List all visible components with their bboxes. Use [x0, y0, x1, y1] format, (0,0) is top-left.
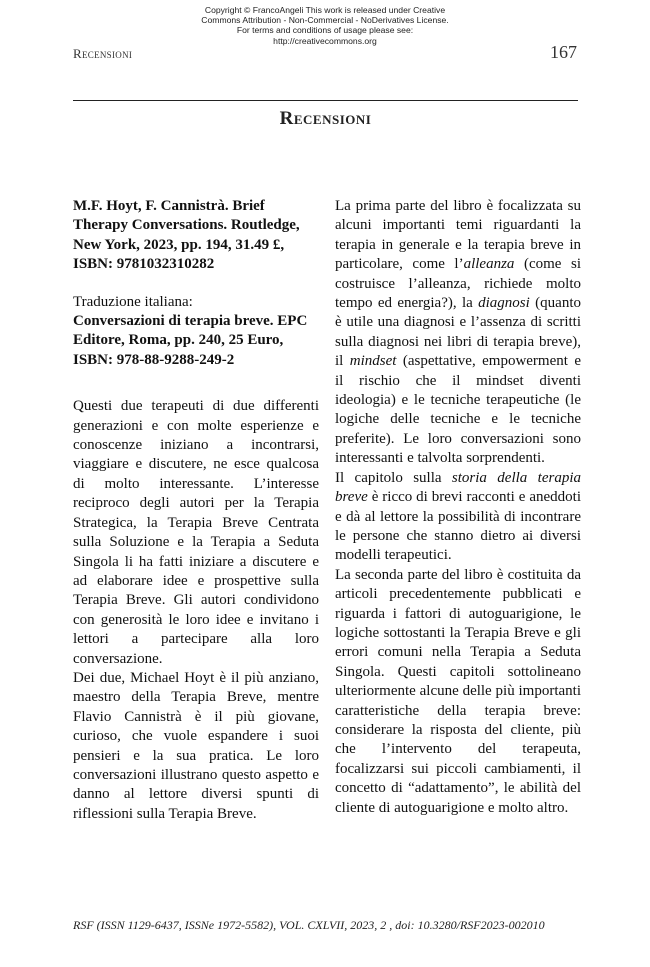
- review-paragraph: [335, 469, 581, 566]
- right-column: [335, 197, 581, 818]
- copyright-notice: [0, 5, 650, 46]
- translation-details: Conversazioni di terapia breve. EPC Editore, Roma, pp. 240, 25 Euro, ISBN: 978-88-9288-249-2: [73, 313, 308, 368]
- left-column: [73, 197, 319, 824]
- copyright-line: Copyright © FrancoAngeli This work is released under Creative: [204, 5, 446, 15]
- copyright-link[interactable]: http://creativecommons.org: [273, 35, 377, 46]
- translation-label: Traduzione italiana:: [73, 293, 193, 310]
- emphasis-alleanza: alleanza: [463, 256, 515, 273]
- text-run: (come si costruisce l’alleanza, richiede molto tempo ed energia?), la: [335, 256, 581, 312]
- emphasis-diagnosi: diagnosi: [478, 295, 530, 312]
- page-number: 167: [550, 42, 577, 62]
- running-head: Recensioni: [73, 46, 133, 61]
- text-run: è ricco di brevi racconti e aneddoti e dà al lettore la possibilità di incontrare le persone che stanno dietro ai diversi modelli terapeutici.: [335, 489, 581, 564]
- emphasis-mindset: mindset: [349, 353, 397, 370]
- header-rule: [73, 100, 578, 101]
- text-run: (quanto è utile una diagnosi e l’assenza di scritti sulla diagnosi nei libri di terapia breve), il: [335, 295, 581, 370]
- text-run: La prima parte del libro è focalizzata su alcuni importanti temi riguardanti la terapia in generale e la terapia breve in particolare, come l’: [335, 198, 581, 273]
- text-run: Il capitolo sulla: [335, 469, 452, 486]
- copyright-line: Commons Attribution - Non-Commercial - NoDerivatives License.: [201, 15, 449, 26]
- review-paragraph: La seconda parte del libro è costituita da articoli precedentemente pubblicati e riguarda i fattori di autoguarigione, le logiche sottostanti la Terapia Breve e gli errori comuni nella Terapia a Seduta Singola. Questi capitoli sottolineano ulteriormente alcune delle più importanti caratteristiche della terapia breve: considerare la risposta del cliente, più che l’intervento del terapeuta, focalizzarsi sui piccoli cambiamenti, il concetto di “adattamento”, le abilità del cliente di autoguarigione e molto altro.: [335, 566, 581, 816]
- review-paragraph: Questi due terapeuti di due differenti generazioni e con molte esperienze e conoscenze iniziano a incontrarsi, viaggiare e discutere, ne esce qualcosa di molto interessante. L’interesse reciproco degli autori per la Terapia Strategica, la Terapia Breve Centrata sulla Soluzione e la Terapia a Seduta Singola li ha fatti iniziare a discutere e ad elaborare idee e prospettive sulla Terapia Breve. Gli autori condividono con generosità le loro idee e invitano i lettori a partecipare alla loro conversazione.: [73, 398, 319, 667]
- translation-block: [73, 293, 319, 371]
- copyright-line: For terms and conditions of usage please see:: [236, 25, 414, 36]
- section-title: Recensioni: [279, 108, 372, 129]
- emphasis-storia: storia della terapia breve: [335, 469, 581, 506]
- text-run: (aspettative, empowerment e il rischio che il mindset diventi ideologia) e le tecniche terapeutiche (le logiche delle tecniche e le tecniche preferite). Le loro conversazioni sono interessanti e talvolta sorprendenti.: [335, 353, 581, 467]
- review-paragraph: [335, 197, 581, 469]
- review-paragraph: Dei due, Michael Hoyt è il più anziano, maestro della Terapia Breve, mentre Flavio Cannistrà è il più giovane, curioso, che vuole espandere i suoi pensieri e la sua pratica. Le loro conversazioni illustrano questo aspetto e danno al lettore diversi spunti di riflessioni sulla Terapia Breve.: [73, 669, 319, 822]
- book-reference: M.F. Hoyt, F. Cannistrà. Brief Therapy Conversations. Routledge, New York, 2023, pp. 194, 31.49 £, ISBN: 9781032310282: [73, 198, 300, 273]
- journal-footer: RSF (ISSN 1129-6437, ISSNe 1972-5582), VOL. CXLVII, 2023, 2 , doi: 10.3280/RSF2023-002010: [73, 918, 545, 932]
